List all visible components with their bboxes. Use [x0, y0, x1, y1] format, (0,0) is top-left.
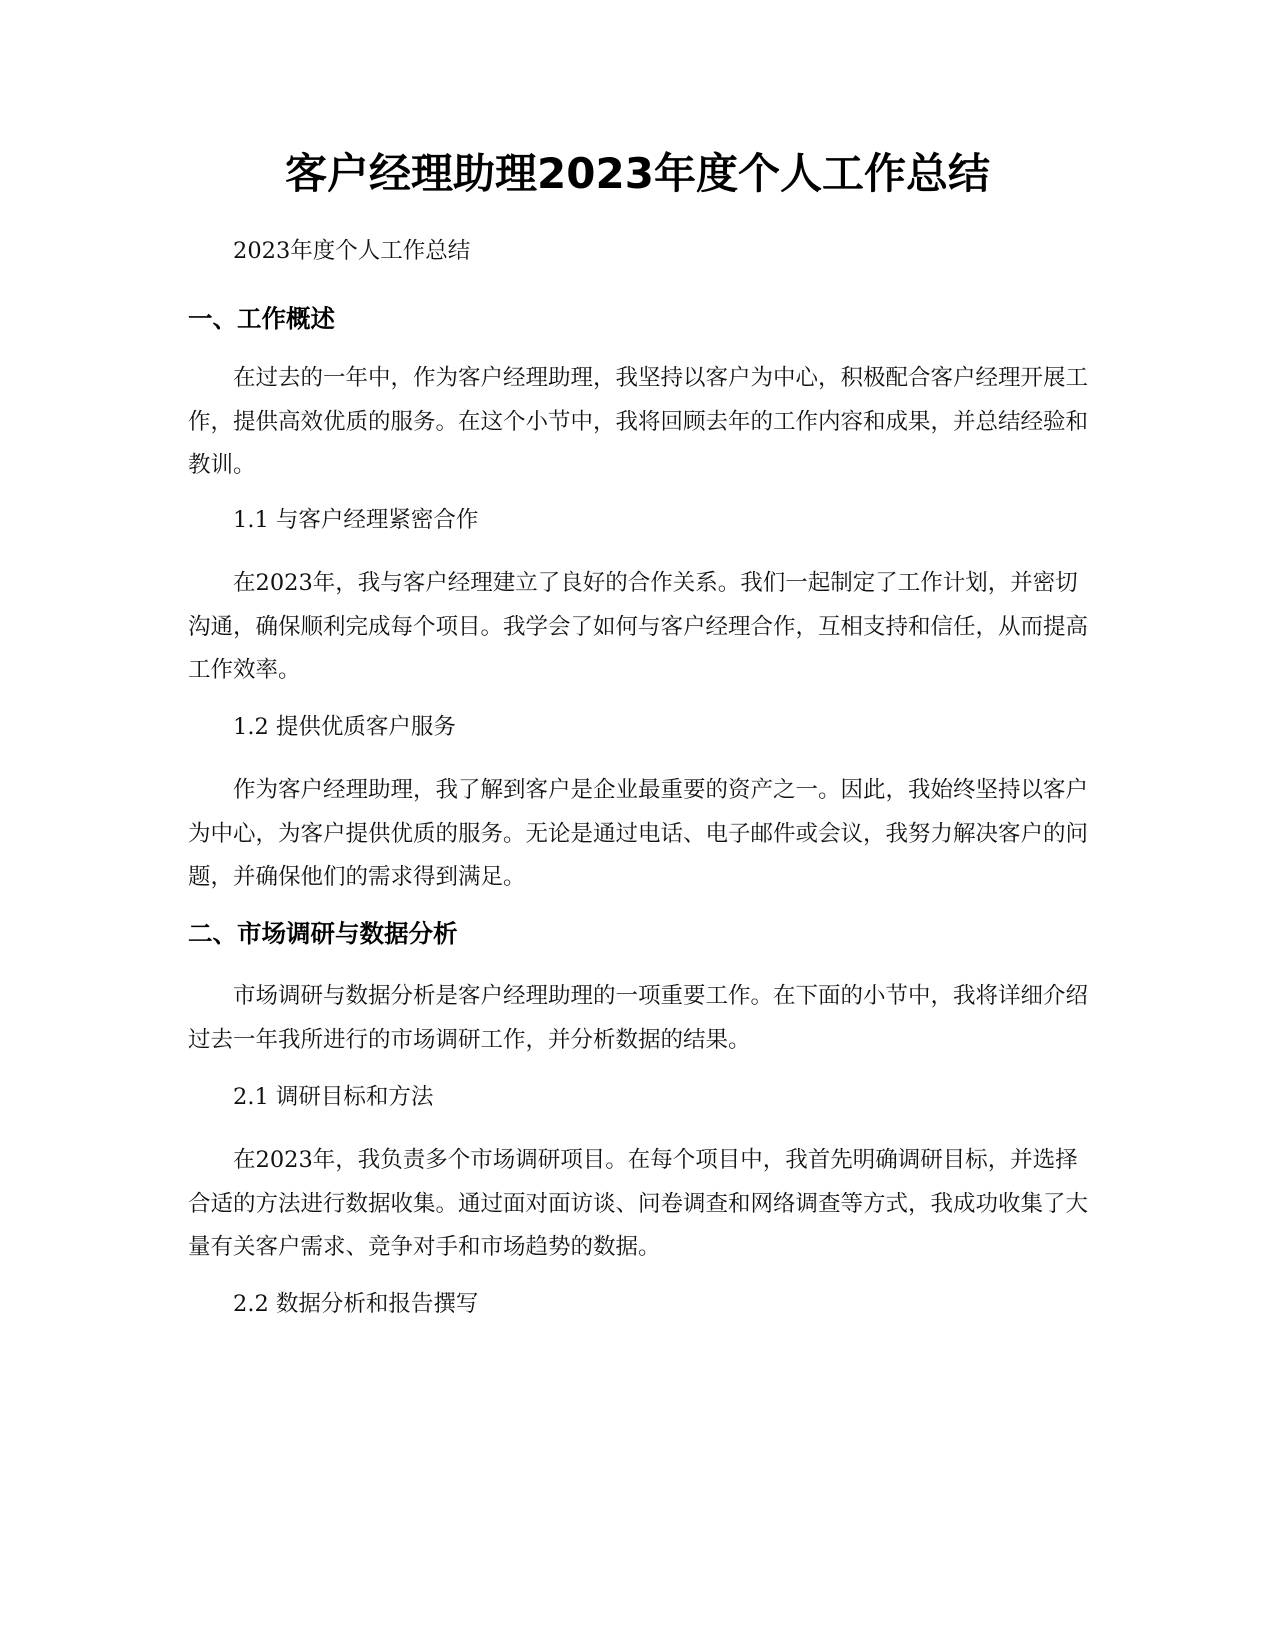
document-subtitle: 2023年度个人工作总结 — [233, 238, 471, 264]
subsection-2-1-paragraph: 在2023年，我负责多个市场调研项目。在每个项目中，我首先明确调研目标，并选择合适的方法进行数据收集。通过面对面访谈、问卷调查和网络调查等方式，我成功收集了大量有关客户需求、竞争对手和市场趋势的数据。 — [188, 1147, 1089, 1260]
section1-intro-paragraph: 在过去的一年中，作为客户经理助理，我坚持以客户为中心，积极配合客户经理开展工作，提供高效优质的服务。在这个小节中，我将回顾去年的工作内容和成果，并总结经验和教训。 — [188, 365, 1089, 478]
subsection-title-2-2: 2.2 数据分析和报告撰写 — [233, 1291, 479, 1317]
subsection-1-2-paragraph: 作为客户经理助理，我了解到客户是企业最重要的资产之一。因此，我始终坚持以客户为中心，为客户提供优质的服务。无论是通过电话、电子邮件或会议，我努力解决客户的问题，并确保他们的需求得到满足。 — [188, 777, 1089, 890]
subsection-title-2-1: 2.1 调研目标和方法 — [233, 1084, 434, 1110]
subsection-1-1-paragraph: 在2023年，我与客户经理建立了良好的合作关系。我们一起制定了工作计划，并密切沟通，确保顺利完成每个项目。我学会了如何与客户经理合作，互相支持和信任，从而提高工作效率。 — [188, 570, 1089, 683]
subsection-title-1-1: 1.1 与客户经理紧密合作 — [233, 507, 479, 533]
document-title: 客户经理助理2023年度个人工作总结 — [285, 149, 990, 198]
section2-intro-paragraph: 市场调研与数据分析是客户经理助理的一项重要工作。在下面的小节中，我将详细介绍过去一年我所进行的市场调研工作，并分析数据的结果。 — [188, 983, 1089, 1053]
subsection-title-1-2: 1.2 提供优质客户服务 — [233, 714, 456, 740]
section-heading-market-research: 二、市场调研与数据分析 — [188, 919, 458, 948]
section-heading-work-overview: 一、工作概述 — [188, 304, 335, 333]
